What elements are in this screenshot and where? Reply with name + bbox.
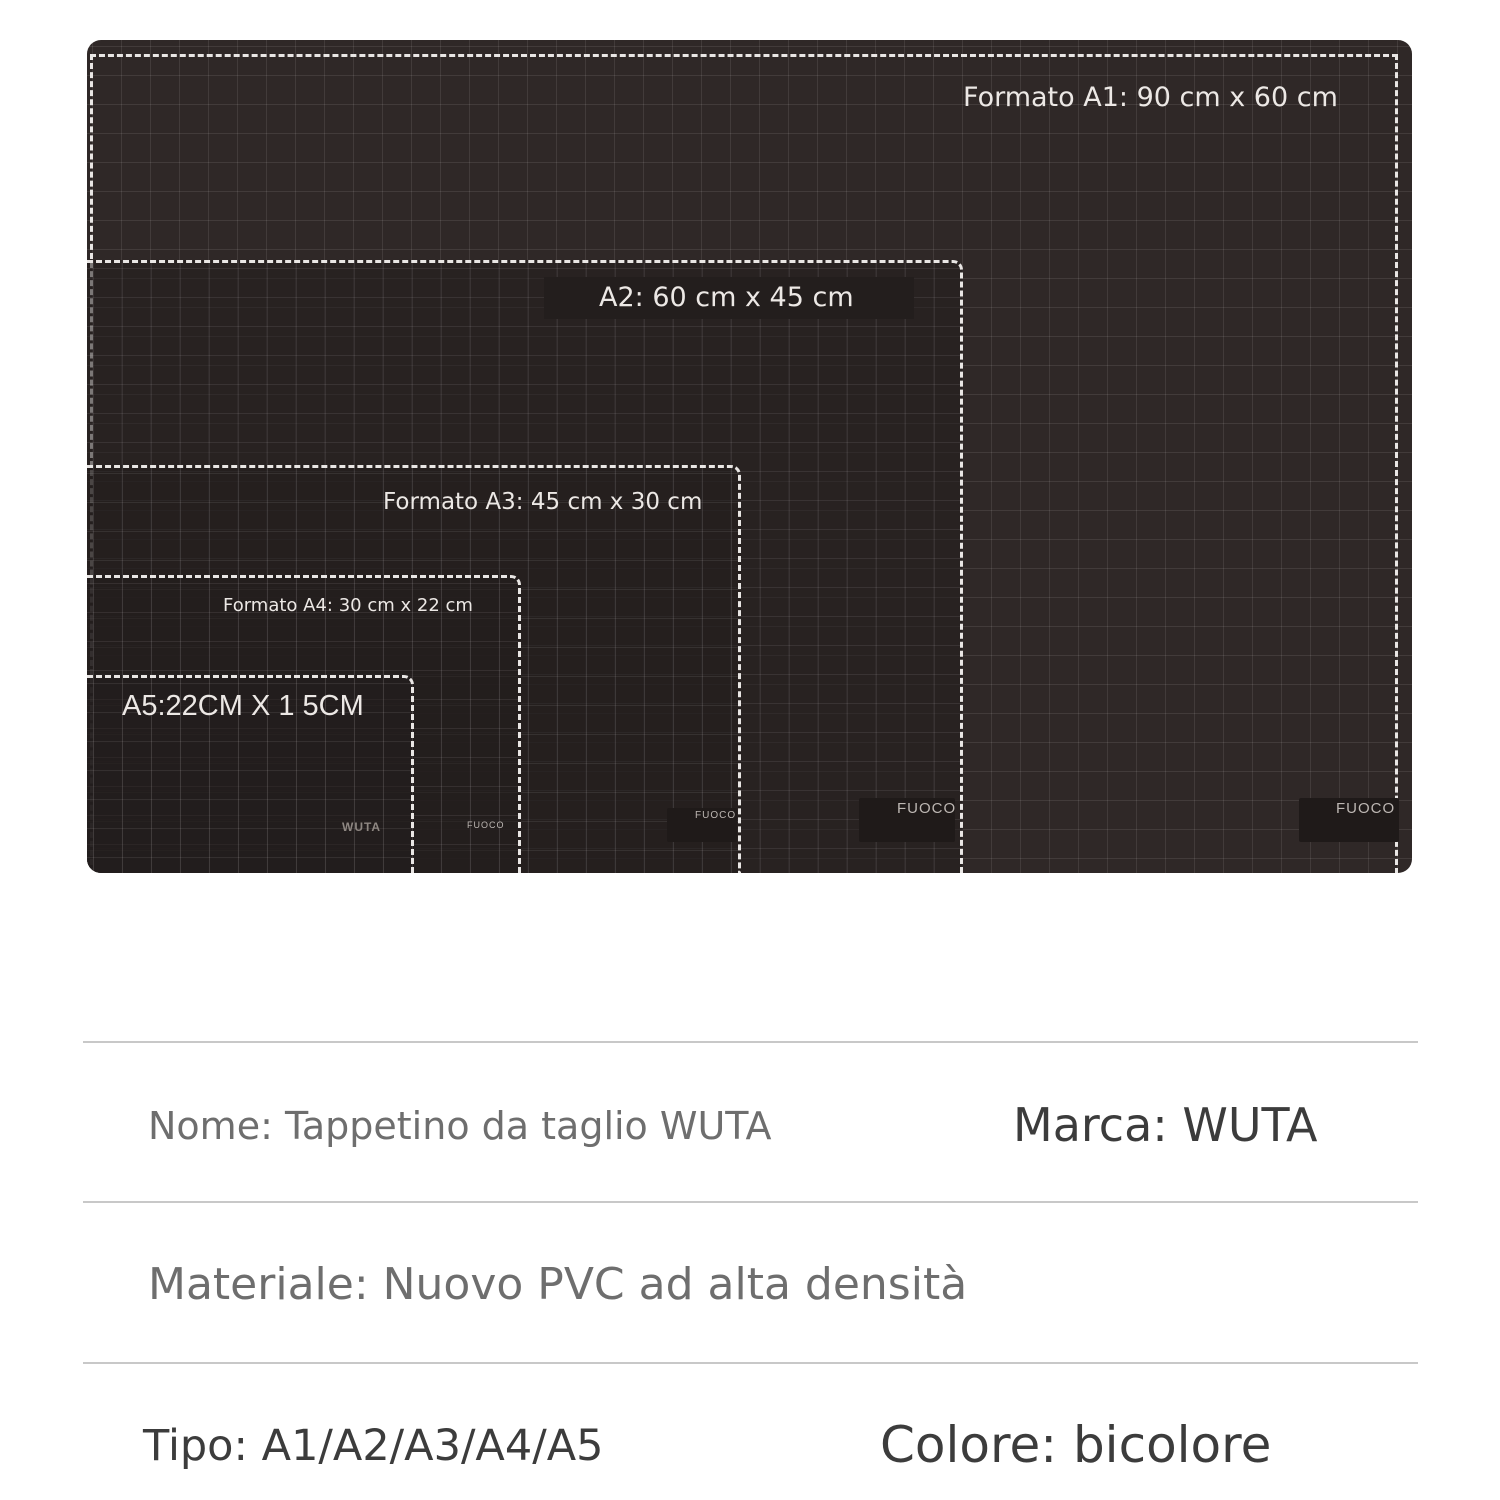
size-label-a1: Formato A1: 90 cm x 60 cm <box>963 82 1338 113</box>
brand-mark-a5: WUTA <box>342 820 382 834</box>
brand-mark-a4: FUOCO <box>467 820 505 830</box>
spec-materiale: Materiale: Nuovo PVC ad alta densità <box>148 1259 968 1310</box>
divider <box>83 1362 1418 1364</box>
brand-mark-a2: FUOCO <box>897 800 957 817</box>
cutting-mat-image <box>87 40 1412 873</box>
spec-marca: Marca: WUTA <box>1013 1098 1318 1152</box>
spec-tipo: Tipo: A1/A2/A3/A4/A5 <box>143 1421 604 1471</box>
divider <box>83 1201 1418 1203</box>
spec-colore: Colore: bicolore <box>880 1416 1272 1474</box>
size-label-a5: A5:22CM X 1 5CM <box>122 690 364 722</box>
size-label-a3: Formato A3: 45 cm x 30 cm <box>383 489 703 515</box>
brand-mark-a3: FUOCO <box>695 810 737 821</box>
brand-mark-a1: FUOCO <box>1336 800 1396 817</box>
size-label-a2: A2: 60 cm x 45 cm <box>599 282 854 313</box>
size-label-a4: Formato A4: 30 cm x 22 cm <box>223 595 473 616</box>
divider <box>83 1041 1418 1043</box>
spec-nome: Nome: Tappetino da taglio WUTA <box>148 1104 772 1148</box>
